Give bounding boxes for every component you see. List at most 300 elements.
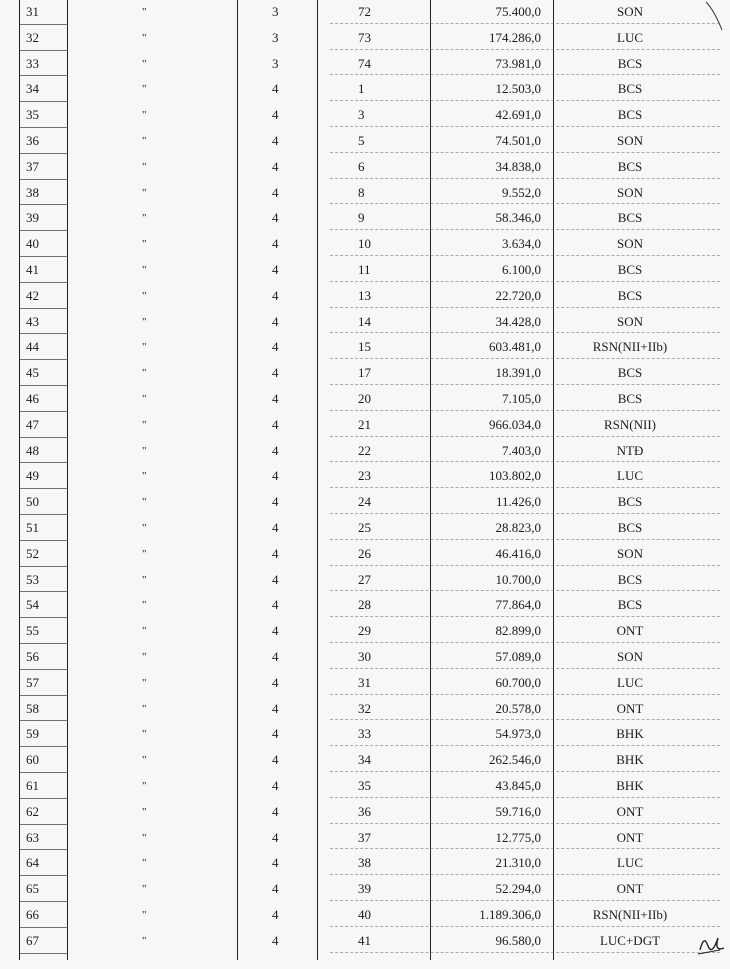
- ditto-mark-cell: ": [142, 238, 147, 251]
- ditto-mark-cell: ": [142, 109, 147, 122]
- row-number-cell: 54: [26, 597, 39, 613]
- parcel-number-cell: 1: [358, 81, 365, 97]
- table-row: [0, 258, 730, 283]
- table-row: [0, 851, 730, 876]
- map-sheet-cell: 4: [272, 855, 279, 871]
- parcel-number-cell: 29: [358, 623, 371, 639]
- parcel-number-cell: 15: [358, 339, 371, 355]
- map-sheet-cell: 4: [272, 468, 279, 484]
- parcel-number-cell: 5: [358, 133, 365, 148]
- table-row: [0, 748, 730, 773]
- table-row: [0, 413, 730, 438]
- area-cell: 58.346,0: [495, 210, 541, 226]
- map-sheet-cell: 4: [272, 210, 279, 226]
- ditto-mark-cell: ": [142, 83, 147, 96]
- row-dotted-rule: [330, 900, 720, 902]
- row-number-cell: 67: [26, 932, 39, 948]
- table-row: [0, 439, 730, 464]
- parcel-number-cell: 35: [358, 778, 371, 793]
- row-dotted-rule: [330, 874, 720, 876]
- row-dotted-rule: [330, 952, 720, 954]
- table-row: [0, 284, 730, 309]
- land-type-cell: BCS: [617, 365, 643, 381]
- row-number-cell: 50: [26, 494, 39, 510]
- area-cell: 28.823,0: [495, 520, 541, 535]
- area-cell: 103.802,0: [489, 468, 541, 484]
- land-type-cell: ONT: [616, 623, 644, 639]
- row-dotted-rule: [330, 410, 720, 412]
- row-dotted-rule: [330, 255, 720, 257]
- parcel-number-cell: 13: [358, 287, 371, 303]
- land-type-cell: SON: [616, 313, 643, 329]
- parcel-number-cell: 31: [358, 674, 371, 690]
- row-rule: [19, 849, 68, 850]
- table-row: [0, 181, 730, 206]
- map-sheet-cell: 4: [272, 365, 279, 381]
- row-rule: [19, 591, 68, 592]
- area-cell: 18.391,0: [495, 365, 541, 381]
- map-sheet-cell: 4: [272, 287, 279, 303]
- map-sheet-cell: 3: [272, 29, 279, 45]
- row-dotted-rule: [330, 539, 720, 541]
- land-type-cell: SON: [616, 236, 643, 252]
- row-number-cell: 39: [26, 210, 39, 226]
- row-number-cell: 59: [26, 726, 39, 742]
- row-dotted-rule: [330, 307, 720, 309]
- land-type-cell: BHK: [616, 778, 644, 793]
- map-sheet-cell: 4: [272, 494, 279, 510]
- ditto-mark-cell: ": [142, 315, 147, 328]
- land-type-cell: LUC: [617, 674, 643, 690]
- handwritten-initials-mark: [694, 928, 728, 958]
- row-rule: [19, 50, 68, 51]
- row-rule: [19, 385, 68, 386]
- land-type-cell: BCS: [617, 210, 643, 226]
- land-type-cell: SON: [616, 133, 643, 148]
- parcel-number-cell: 6: [358, 158, 365, 174]
- map-sheet-cell: 4: [272, 932, 279, 948]
- area-cell: 82.899,0: [495, 623, 541, 639]
- row-dotted-rule: [330, 384, 720, 386]
- row-dotted-rule: [330, 23, 720, 25]
- land-type-cell: RSN(NII): [604, 416, 656, 432]
- land-type-cell: ONT: [616, 881, 644, 897]
- map-sheet-cell: 4: [272, 236, 279, 252]
- land-type-cell: RSN(NII+IIb): [592, 907, 668, 922]
- row-rule: [19, 462, 68, 463]
- parcel-number-cell: 20: [358, 391, 371, 406]
- parcel-number-cell: 24: [358, 494, 371, 510]
- row-rule: [19, 617, 68, 618]
- ditto-mark-cell: ": [142, 186, 147, 199]
- area-cell: 96.580,0: [495, 932, 541, 948]
- area-cell: 12.775,0: [495, 829, 541, 845]
- map-sheet-cell: 3: [272, 55, 279, 71]
- row-rule: [19, 179, 68, 180]
- area-cell: 74.501,0: [495, 133, 541, 148]
- parcel-number-cell: 9: [358, 210, 365, 226]
- parcel-number-cell: 8: [358, 184, 365, 200]
- map-sheet-cell: 4: [272, 313, 279, 329]
- map-sheet-cell: 4: [272, 907, 279, 922]
- area-cell: 1.189.306,0: [479, 907, 541, 922]
- row-dotted-rule: [330, 590, 720, 592]
- row-number-cell: 52: [26, 545, 39, 561]
- area-cell: 60.700,0: [495, 674, 541, 690]
- land-type-cell: LUC: [617, 468, 643, 484]
- ditto-mark-cell: ": [142, 6, 147, 18]
- ditto-mark-cell: ": [142, 496, 147, 509]
- table-row: [0, 826, 730, 851]
- table-row: [0, 310, 730, 335]
- map-sheet-cell: 4: [272, 545, 279, 561]
- land-type-cell: NTĐ: [616, 442, 644, 458]
- row-number-cell: 49: [26, 468, 39, 484]
- row-number-cell: 38: [26, 184, 39, 200]
- row-number-cell: 56: [26, 649, 39, 664]
- land-type-cell: BCS: [617, 597, 643, 613]
- row-dotted-rule: [330, 74, 720, 76]
- parcel-number-cell: 39: [358, 881, 371, 897]
- ditto-mark-cell: ": [142, 289, 147, 302]
- parcel-number-cell: 17: [358, 365, 371, 381]
- row-dotted-rule: [330, 668, 720, 670]
- parcel-number-cell: 38: [358, 855, 371, 871]
- parcel-number-cell: 34: [358, 752, 371, 768]
- area-cell: 22.720,0: [495, 287, 541, 303]
- map-sheet-cell: 4: [272, 571, 279, 587]
- row-number-cell: 65: [26, 881, 39, 897]
- row-number-cell: 55: [26, 623, 39, 639]
- row-number-cell: 61: [26, 778, 39, 793]
- table-row: [0, 903, 730, 928]
- ditto-mark-cell: ": [142, 780, 147, 792]
- table-row: [0, 0, 730, 25]
- map-sheet-cell: 4: [272, 184, 279, 200]
- land-type-cell: BCS: [617, 391, 643, 406]
- table-row: [0, 774, 730, 799]
- map-sheet-cell: 4: [272, 107, 279, 123]
- row-rule: [19, 359, 68, 360]
- land-type-cell: ONT: [616, 700, 644, 716]
- land-type-cell: BHK: [616, 726, 644, 742]
- row-rule: [19, 875, 68, 876]
- row-rule: [19, 488, 68, 489]
- row-rule: [19, 669, 68, 670]
- row-number-cell: 47: [26, 416, 39, 432]
- table-row: [0, 361, 730, 386]
- land-type-cell: BCS: [617, 262, 643, 277]
- ditto-mark-cell: ": [142, 728, 147, 741]
- row-rule: [19, 953, 68, 954]
- row-rule: [19, 256, 68, 257]
- table-row: [0, 645, 730, 670]
- row-number-cell: 41: [26, 262, 39, 277]
- land-type-cell: ONT: [616, 803, 644, 819]
- table-row: [0, 335, 730, 360]
- row-dotted-rule: [330, 926, 720, 928]
- row-dotted-rule: [330, 100, 720, 102]
- map-sheet-cell: 4: [272, 158, 279, 174]
- row-number-cell: 32: [26, 29, 39, 45]
- row-rule: [19, 540, 68, 541]
- row-dotted-rule: [330, 358, 720, 360]
- area-cell: 3.634,0: [502, 236, 541, 252]
- area-cell: 7.403,0: [502, 442, 541, 458]
- row-number-cell: 34: [26, 81, 39, 97]
- row-number-cell: 60: [26, 752, 39, 768]
- row-dotted-rule: [330, 745, 720, 747]
- row-dotted-rule: [330, 565, 720, 567]
- row-number-cell: 44: [26, 339, 39, 355]
- row-rule: [19, 901, 68, 902]
- table-row: [0, 542, 730, 567]
- row-dotted-rule: [330, 126, 720, 128]
- ditto-mark-cell: ": [142, 418, 147, 431]
- parcel-number-cell: 74: [358, 55, 371, 71]
- row-rule: [19, 798, 68, 799]
- ditto-mark-cell: ": [142, 31, 147, 44]
- land-type-cell: SON: [616, 649, 643, 664]
- table-row: [0, 929, 730, 954]
- area-cell: 43.845,0: [495, 778, 541, 793]
- land-type-cell: SON: [616, 184, 643, 200]
- land-type-cell: BCS: [617, 287, 643, 303]
- area-cell: 262.546,0: [489, 752, 541, 768]
- parcel-number-cell: 32: [358, 700, 371, 716]
- row-rule: [19, 720, 68, 721]
- area-cell: 9.552,0: [502, 184, 541, 200]
- row-rule: [19, 230, 68, 231]
- table-row: [0, 77, 730, 102]
- ditto-mark-cell: ": [142, 470, 147, 483]
- map-sheet-cell: 4: [272, 442, 279, 458]
- map-sheet-cell: 4: [272, 803, 279, 819]
- row-rule: [19, 695, 68, 696]
- parcel-number-cell: 30: [358, 649, 371, 664]
- ditto-mark-cell: ": [142, 857, 147, 870]
- row-dotted-rule: [330, 823, 720, 825]
- ditto-mark-cell: ": [142, 883, 147, 896]
- ditto-mark-cell: ": [142, 599, 147, 612]
- area-cell: 73.981,0: [495, 55, 541, 71]
- row-number-cell: 31: [26, 4, 39, 19]
- ditto-mark-cell: ": [142, 444, 147, 457]
- area-cell: 21.310,0: [495, 855, 541, 871]
- land-type-cell: BCS: [617, 81, 643, 97]
- row-number-cell: 35: [26, 107, 39, 123]
- ditto-mark-cell: ": [142, 831, 147, 844]
- table-row: [0, 129, 730, 154]
- table-row: [0, 26, 730, 51]
- ditto-mark-cell: ": [142, 573, 147, 586]
- table-row: [0, 593, 730, 618]
- row-dotted-rule: [330, 513, 720, 515]
- land-type-cell: BHK: [616, 752, 644, 768]
- row-rule: [19, 153, 68, 154]
- row-rule: [19, 772, 68, 773]
- land-type-cell: BCS: [617, 158, 643, 174]
- area-cell: 174.286,0: [489, 29, 541, 45]
- land-type-cell: BCS: [617, 55, 643, 71]
- row-rule: [19, 333, 68, 334]
- row-dotted-rule: [330, 848, 720, 850]
- table-row: [0, 800, 730, 825]
- row-dotted-rule: [330, 771, 720, 773]
- table-row: [0, 155, 730, 180]
- table-row: [0, 490, 730, 515]
- row-number-cell: 40: [26, 236, 39, 252]
- row-number-cell: 36: [26, 133, 39, 148]
- land-type-cell: BCS: [617, 520, 643, 535]
- row-rule: [19, 282, 68, 283]
- row-dotted-rule: [330, 461, 720, 463]
- area-cell: 966.034,0: [489, 416, 541, 432]
- area-cell: 10.700,0: [495, 571, 541, 587]
- table-row: [0, 516, 730, 541]
- row-number-cell: 66: [26, 907, 39, 922]
- ditto-mark-cell: ": [142, 367, 147, 380]
- row-number-cell: 63: [26, 829, 39, 845]
- row-rule: [19, 824, 68, 825]
- table-row: [0, 206, 730, 231]
- ditto-mark-cell: ": [142, 522, 147, 534]
- parcel-number-cell: 26: [358, 545, 371, 561]
- land-type-cell: LUC: [617, 29, 643, 45]
- row-rule: [19, 746, 68, 747]
- row-rule: [19, 101, 68, 102]
- table-row: [0, 464, 730, 489]
- row-number-cell: 48: [26, 442, 39, 458]
- land-type-cell: BCS: [617, 107, 643, 123]
- parcel-number-cell: 28: [358, 597, 371, 613]
- ditto-mark-cell: ": [142, 57, 147, 70]
- map-sheet-cell: 4: [272, 752, 279, 768]
- land-type-cell: BCS: [617, 571, 643, 587]
- parcel-number-cell: 72: [358, 4, 371, 19]
- parcel-number-cell: 41: [358, 932, 371, 948]
- map-sheet-cell: 4: [272, 881, 279, 897]
- row-number-cell: 42: [26, 287, 39, 303]
- row-number-cell: 58: [26, 700, 39, 716]
- map-sheet-cell: 4: [272, 597, 279, 613]
- row-dotted-rule: [330, 616, 720, 618]
- map-sheet-cell: 4: [272, 81, 279, 97]
- map-sheet-cell: 4: [272, 339, 279, 355]
- table-row: [0, 722, 730, 747]
- row-rule: [19, 127, 68, 128]
- area-cell: 20.578,0: [495, 700, 541, 716]
- map-sheet-cell: 4: [272, 520, 279, 535]
- ditto-mark-cell: ": [142, 341, 147, 354]
- area-cell: 52.294,0: [495, 881, 541, 897]
- table-row: [0, 232, 730, 257]
- land-type-cell: LUC: [617, 855, 643, 871]
- map-sheet-cell: 4: [272, 726, 279, 742]
- row-dotted-rule: [330, 332, 720, 334]
- row-number-cell: 33: [26, 55, 39, 71]
- ditto-mark-cell: ": [142, 934, 147, 947]
- area-cell: 7.105,0: [502, 391, 541, 406]
- row-dotted-rule: [330, 436, 720, 438]
- ditto-mark-cell: ": [142, 676, 147, 689]
- land-type-cell: SON: [616, 545, 643, 561]
- parcel-number-cell: 22: [358, 442, 371, 458]
- area-cell: 57.089,0: [495, 649, 541, 664]
- area-cell: 12.503,0: [495, 81, 541, 97]
- area-cell: 11.426,0: [495, 494, 541, 510]
- map-sheet-cell: 4: [272, 416, 279, 432]
- land-type-cell: ONT: [616, 829, 644, 845]
- ditto-mark-cell: ": [142, 754, 147, 767]
- land-type-cell: RSN(NII+IIb): [592, 339, 668, 355]
- row-dotted-rule: [330, 229, 720, 231]
- row-dotted-rule: [330, 487, 720, 489]
- parcel-number-cell: 11: [358, 262, 371, 277]
- area-cell: 34.838,0: [495, 158, 541, 174]
- row-rule: [19, 437, 68, 438]
- row-rule: [19, 514, 68, 515]
- row-dotted-rule: [330, 49, 720, 51]
- ditto-mark-cell: ": [142, 805, 147, 818]
- row-dotted-rule: [330, 281, 720, 283]
- area-cell: 46.416,0: [495, 545, 541, 561]
- ditto-mark-cell: ": [142, 264, 147, 276]
- row-dotted-rule: [330, 694, 720, 696]
- table-row: [0, 387, 730, 412]
- area-cell: 77.864,0: [495, 597, 541, 613]
- table-row: [0, 697, 730, 722]
- area-cell: 42.691,0: [495, 107, 541, 123]
- row-number-cell: 64: [26, 855, 39, 871]
- row-number-cell: 57: [26, 674, 39, 690]
- ditto-mark-cell: ": [142, 702, 147, 715]
- land-type-cell: BCS: [617, 494, 643, 510]
- ditto-mark-cell: ": [142, 625, 147, 638]
- ditto-mark-cell: ": [142, 651, 147, 663]
- parcel-number-cell: 40: [358, 907, 371, 922]
- parcel-number-cell: 10: [358, 236, 371, 252]
- row-rule: [19, 75, 68, 76]
- area-cell: 75.400,0: [495, 4, 541, 19]
- area-cell: 6.100,0: [502, 262, 541, 277]
- table-row: [0, 671, 730, 696]
- parcel-number-cell: 25: [358, 520, 371, 535]
- row-number-cell: 62: [26, 803, 39, 819]
- parcel-number-cell: 37: [358, 829, 371, 845]
- row-number-cell: 45: [26, 365, 39, 381]
- row-dotted-rule: [330, 719, 720, 721]
- table-row: [0, 103, 730, 128]
- table-row: [0, 619, 730, 644]
- row-dotted-rule: [330, 203, 720, 205]
- table-row: [0, 568, 730, 593]
- parcel-number-cell: 3: [358, 107, 365, 123]
- area-cell: 603.481,0: [489, 339, 541, 355]
- parcel-number-cell: 36: [358, 803, 371, 819]
- map-sheet-cell: 4: [272, 262, 279, 277]
- map-sheet-cell: 4: [272, 829, 279, 845]
- map-sheet-cell: 4: [272, 391, 279, 406]
- parcel-number-cell: 33: [358, 726, 371, 742]
- row-rule: [19, 308, 68, 309]
- row-dotted-rule: [330, 178, 720, 180]
- map-sheet-cell: 4: [272, 133, 279, 148]
- parcel-number-cell: 27: [358, 571, 371, 587]
- row-rule: [19, 411, 68, 412]
- map-sheet-cell: 4: [272, 623, 279, 639]
- parcel-number-cell: 23: [358, 468, 371, 484]
